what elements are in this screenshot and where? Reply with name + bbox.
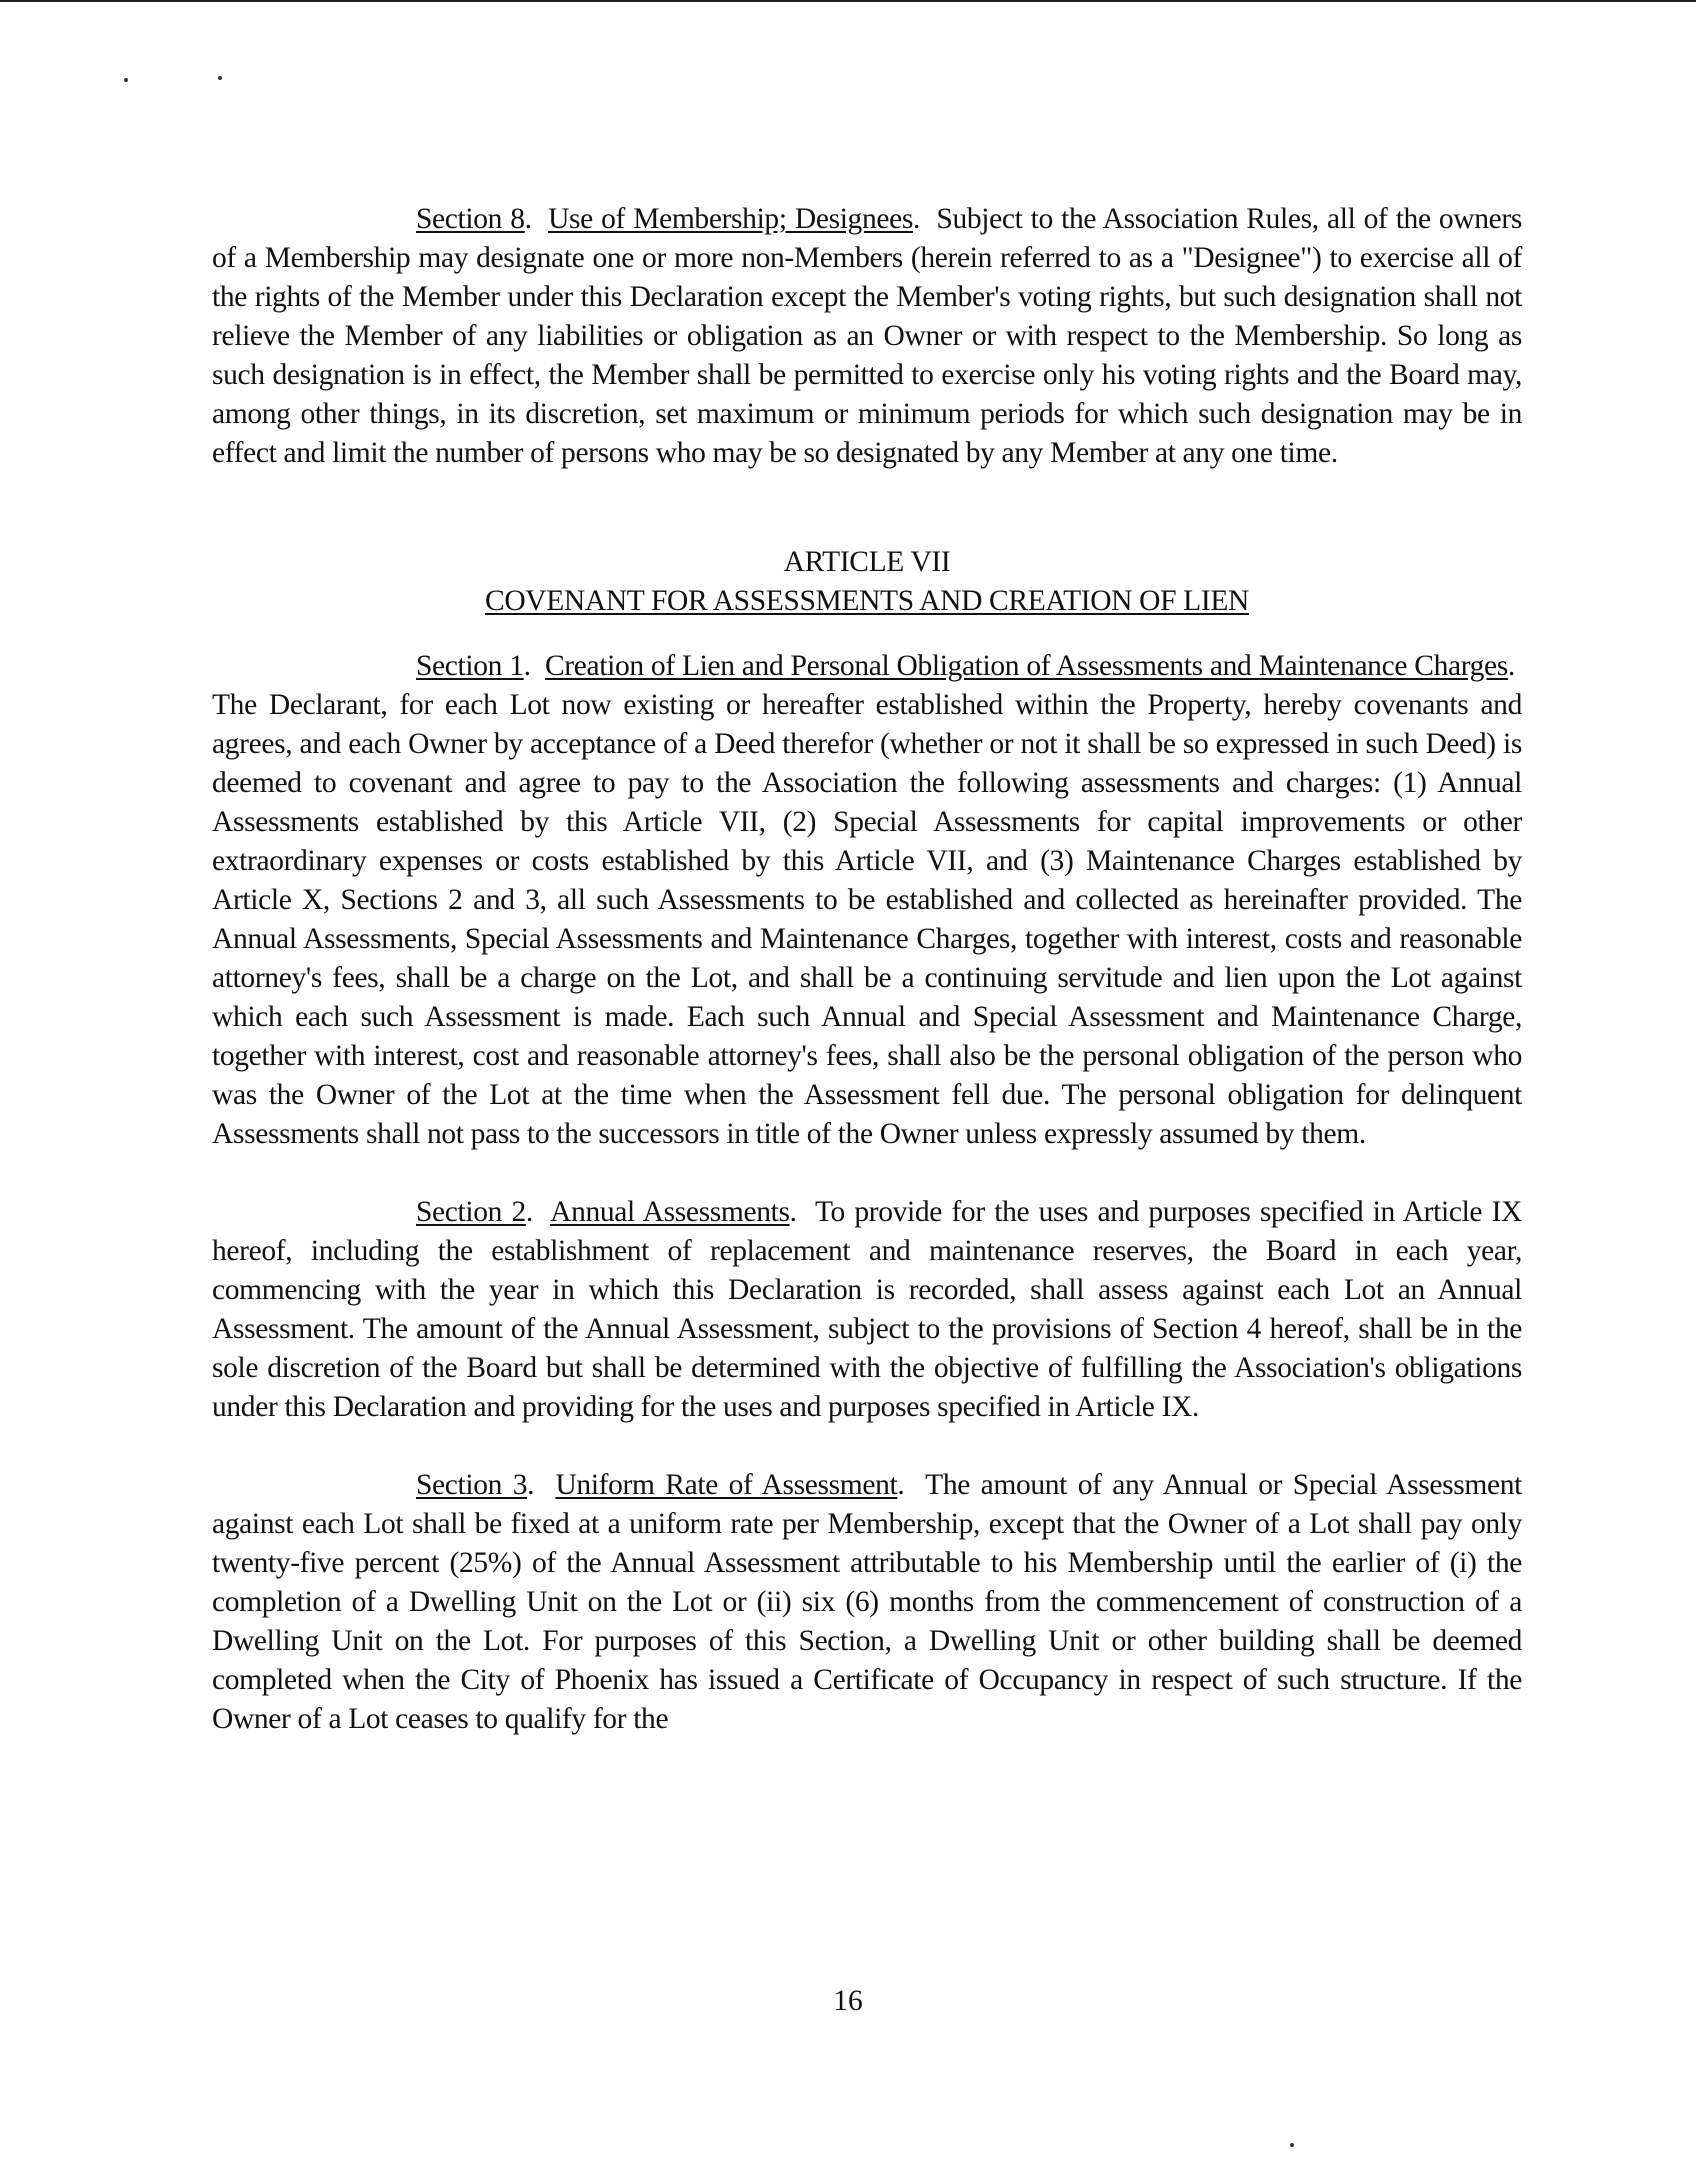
section-title: Creation of Lien and Personal Obligation of Assessments and Maintenance Charges [544,650,1508,682]
section-label: Section 2 [416,1196,526,1228]
scan-speck [1290,2143,1294,2147]
article-title: COVENANT FOR ASSESSMENTS AND CREATION OF LIEN [485,585,1249,617]
article-title-line [212,582,1522,621]
section-text: The amount of any Annual or Special Assessment against each Lot shall be fixed at a uniform rate per Membership, except that the Owner of a Lot shall pay only twenty-five percent (25%) of the Annual Assessment attributable to his Membership until the earlier of (i) the completion of a Dwelling Unit on the Lot or (ii) six (6) months from the commencement of construction of a Dwelling Unit on the Lot. For purposes of this Section, a Dwelling Unit or other building shall be deemed completed when the City of Phoenix has issued a Certificate of Occupancy in respect of such structure. If the Owner of a Lot ceases to qualify for the [212,1469,1522,1735]
document-body [212,200,1522,1739]
section-1-paragraph: Section 1. Creation of Lien and Personal Obligation of Assessments and Maintenance Charges. The Declarant, for each Lot now existing or hereafter established within the Property, hereby covenants and agrees, and each Owner by acceptance of a Deed therefor (whether or not it shall be so expressed in such Deed) is deemed to covenant and agree to pay to the Association the following assessments and charges: (1) Annual Assessments established by this Article VII, (2) Special Assessments for capital improvements or other extraordinary expenses or costs established by this Article VII, and (3) Maintenance Charges established by Article X, Sections 2 and 3, all such Assessments to be established and collected as hereinafter provided. The Annual Assessments, Special Assessments and Maintenance Charges, together with interest, costs and reasonable attorney's fees, shall be a charge on the Lot, and shall be a continuing servitude and lien upon the Lot against which each such Assessment is made. Each such Annual and Special Assessment and Maintenance Charge, together with interest, cost and reasonable attorney's fees, shall also be the personal obligation of the person who was the Owner of the Lot at the time when the Assessment fell due. The personal obligation for delinquent Assessments shall not pass to the successors in title of the Owner unless expressly assumed by them. [212,650,1522,1150]
section-8-paragraph: Section 8. Use of Membership; Designees. Subject to the Association Rules, all of the owners of a Membership may designate one or more non-Members (herein referred to as a "Designee") to exercise all of the rights of the Member under this Declaration except the Member's voting rights, but such designation shall not relieve the Member of any liabilities or obligation as an Owner or with respect to the Membership. So long as such designation is in effect, the Member shall be permitted to exercise only his voting rights and the Board may, among other things, in its discretion, set maximum or minimum periods for which such designation may be in effect and limit the number of persons who may be so designated by any Member at any one time. [212,203,1523,469]
scan-top-border [0,0,1696,2]
scan-speck [218,76,222,80]
section-label: Section 1 [416,650,524,682]
article-number: ARTICLE VII [783,546,951,578]
section-title: Annual Assessments [550,1196,790,1228]
section-label: Section 8 [416,203,525,235]
section-title: Uniform Rate of Assessment [555,1469,898,1501]
section-text: Subject to the Association Rules, all of the owners of a Membership may designate one or more non-Members (herein referred to as a "Designee") to exercise all of the rights of the Member under this Declaration except the Member's voting rights, but such designation shall not relieve the Member of any liabilities or obligation as an Owner or with respect to the Membership. So long as such designation is in effect, the Member shall be permitted to exercise only his voting rights and the Board may, among other things, in its discretion, set maximum or minimum periods for which such designation may be in effect and limit the number of persons who may be so designated by any Member at any one time. [212,203,1523,469]
section-label: Section 3 [416,1469,528,1501]
section-text: To provide for the uses and purposes specified in Article IX hereof, including the establishment of replacement and maintenance reserves, the Board in each year, commencing with the year in which this Declaration is recorded, shall assess against each Lot an Annual Assessment. The amount of the Annual Assessment, subject to the provisions of Section 4 hereof, shall be in the sole discretion of the Board but shall be determined with the objective of fulfilling the Association's obligations under this Declaration and providing for the uses and purposes specified in Article IX. [212,1196,1523,1423]
section-3-paragraph: Section 3. Uniform Rate of Assessment. The amount of any Annual or Special Assessment against each Lot shall be fixed at a uniform rate per Membership, except that the Owner of a Lot shall pay only twenty-five percent (25%) of the Annual Assessment attributable to his Membership until the earlier of (i) the completion of a Dwelling Unit on the Lot or (ii) six (6) months from the commencement of construction of a Dwelling Unit on the Lot. For purposes of this Section, a Dwelling Unit or other building shall be deemed completed when the City of Phoenix has issued a Certificate of Occupancy in respect of such structure. If the Owner of a Lot ceases to qualify for the [212,1469,1522,1735]
section-2-paragraph: Section 2. Annual Assessments. To provide for the uses and purposes specified in Article IX hereof, including the establishment of replacement and maintenance reserves, the Board in each year, commencing with the year in which this Declaration is recorded, shall assess against each Lot an Annual Assessment. The amount of the Annual Assessment, subject to the provisions of Section 4 hereof, shall be in the sole discretion of the Board but shall be determined with the objective of fulfilling the Association's obligations under this Declaration and providing for the uses and purposes specified in Article IX. [212,1196,1523,1423]
scan-speck [124,78,128,82]
section-text: The Declarant, for each Lot now existing or hereafter established within the Property, hereby covenants and agrees, and each Owner by acceptance of a Deed therefor (whether or not it shall be so expressed in such Deed) is deemed to covenant and agree to pay to the Association the following assessments and charges: (1) Annual Assessments established by this Article VII, (2) Special Assessments for capital improvements or other extraordinary expenses or costs established by this Article VII, and (3) Maintenance Charges established by Article X, Sections 2 and 3, all such Assessments to be established and collected as hereinafter provided. The Annual Assessments, Special Assessments and Maintenance Charges, together with interest, costs and reasonable attorney's fees, shall be a charge on the Lot, and shall be a continuing servitude and lien upon the Lot against which each such Assessment is made. Each such Annual and Special Assessment and Maintenance Charge, together with interest, cost and reasonable attorney's fees, shall also be the personal obligation of the person who was the Owner of the Lot at the time when the Assessment fell due. The personal obligation for delinquent Assessments shall not pass to the successors in title of the Owner unless expressly assumed by them. [212,689,1522,1150]
section-title: Use of Membership; Designees [548,203,913,235]
page-number: 16 [833,1985,863,2017]
